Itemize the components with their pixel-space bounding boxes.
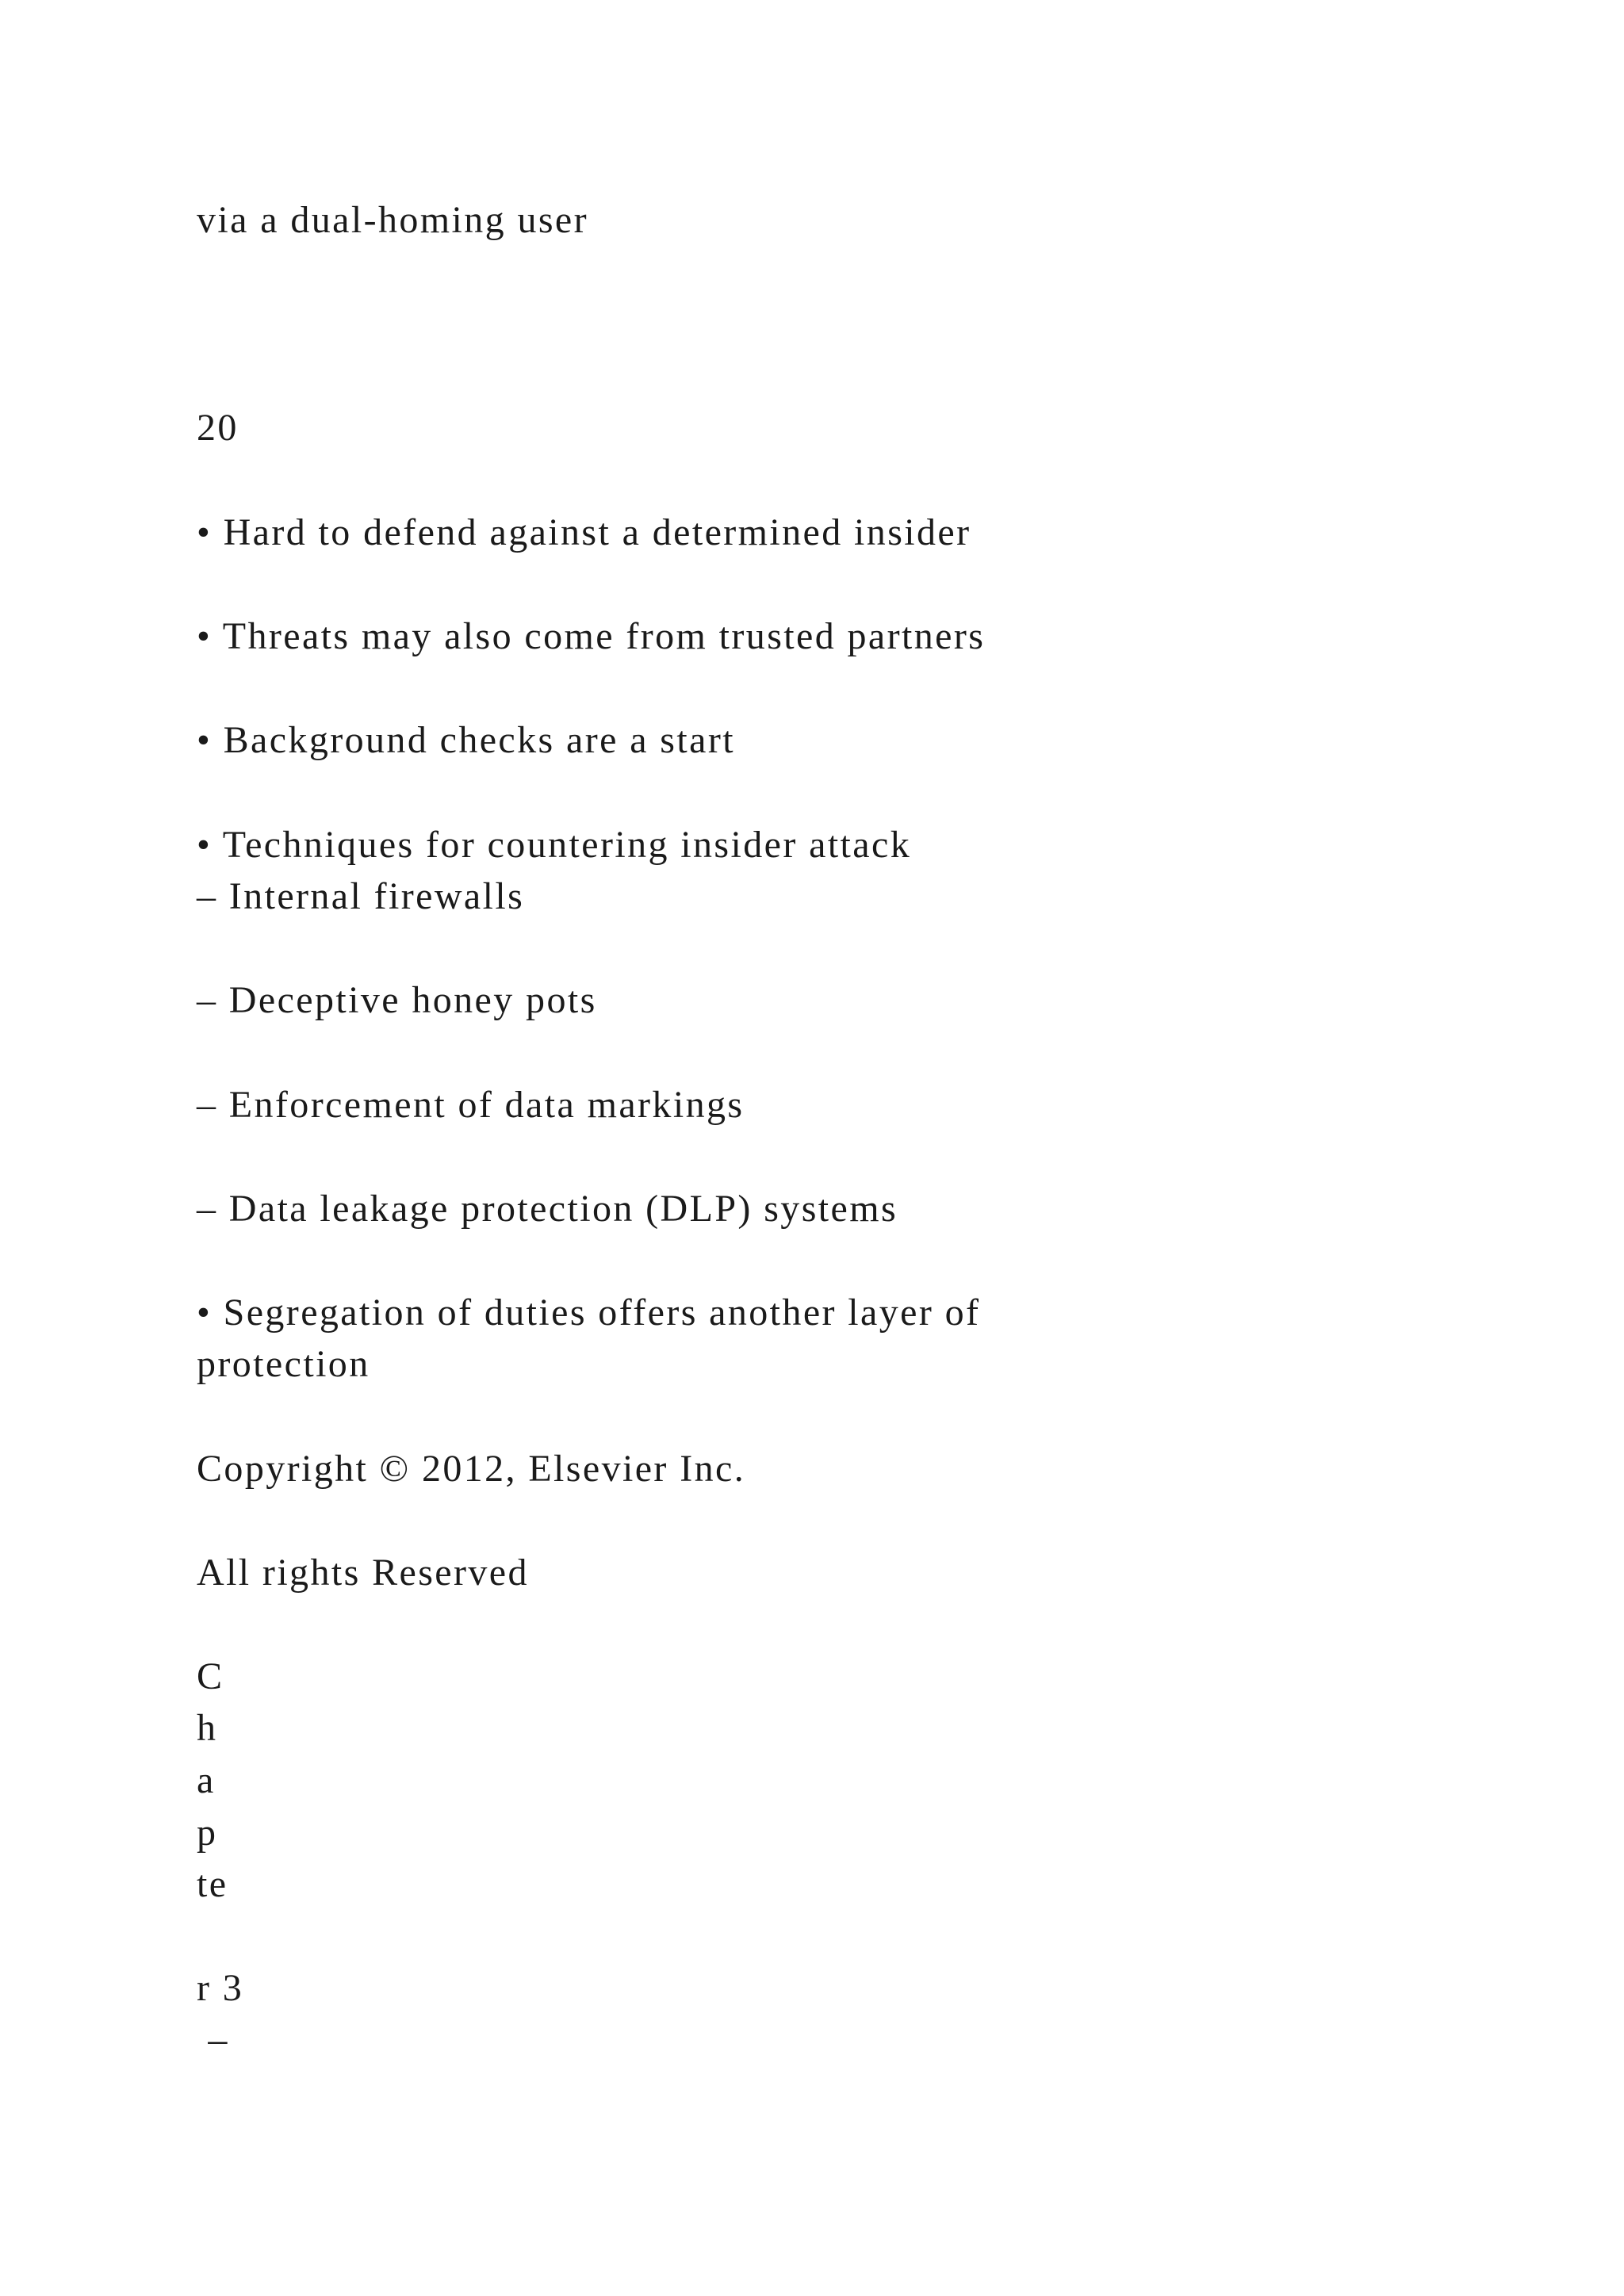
sub-bullet-dlp-systems: – Data leakage protection (DLP) systems	[197, 1188, 898, 1230]
chapter-fragment: C	[197, 1655, 224, 1697]
chapter-fragment: a	[197, 1759, 216, 1801]
chapter-fragment: p	[197, 1812, 218, 1854]
bullet-segregation-line2: protection	[197, 1343, 370, 1385]
chapter-fragment: h	[197, 1707, 218, 1749]
bullet-trusted-partners: • Threats may also come from trusted partners	[197, 615, 986, 657]
slide-number: 20	[197, 407, 239, 449]
sub-bullet-honey-pots: – Deceptive honey pots	[197, 979, 597, 1021]
sub-bullet-internal-firewalls: – Internal firewalls	[197, 875, 525, 917]
bullet-hard-to-defend: • Hard to defend against a determined insider	[197, 511, 971, 553]
sub-bullet-data-markings: – Enforcement of data markings	[197, 1084, 745, 1126]
copyright-line: Copyright © 2012, Elsevier Inc.	[197, 1448, 746, 1490]
intro-line: via a dual-homing user	[197, 199, 589, 241]
chapter-fragment: te	[197, 1863, 228, 1905]
chapter-fragment: r 3	[197, 1967, 244, 2009]
chapter-fragment: –	[197, 2019, 229, 2061]
rights-line: All rights Reserved	[197, 1552, 529, 1594]
bullet-countering-techniques: • Techniques for countering insider attack	[197, 824, 912, 866]
bullet-background-checks: • Background checks are a start	[197, 719, 735, 761]
bullet-segregation-line1: • Segregation of duties offers another layer of	[197, 1292, 981, 1334]
